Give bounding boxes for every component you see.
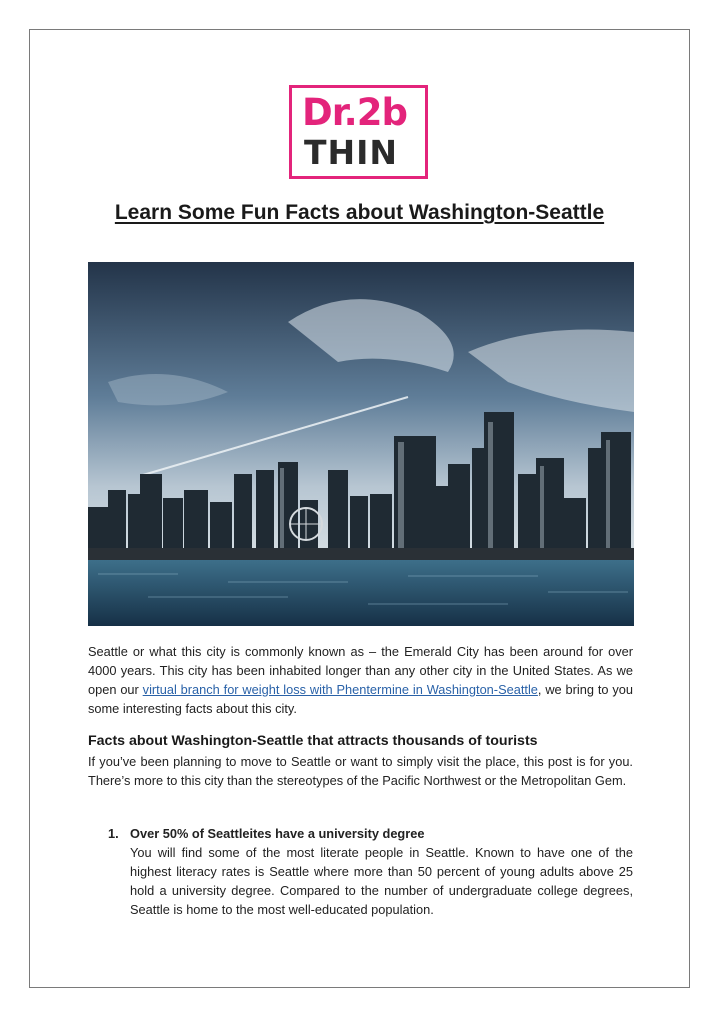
intro-text-start: Seattle or what this city is commonly known as – the Emerald City has been around for over 4000 years. This city has been inhabited longer than any other city in the United States. As we open our	[88, 644, 633, 697]
logo-text-bottom: THIN	[304, 133, 399, 172]
hero-image-seattle-skyline	[88, 262, 634, 626]
intro-text-end: , we bring to you some interesting facts about this city.	[88, 682, 633, 716]
brand-logo[interactable]	[289, 85, 428, 179]
section-paragraph: If you’ve been planning to move to Seattle or want to simply visit the place, this post is for you. There’s more to this city than the stereotypes of the Pacific Northwest or the Metropolitan Gem.	[88, 754, 633, 788]
intro-paragraph	[88, 642, 633, 718]
list-item-body: You will find some of the most literate people in Seattle. Known to have one of the highest literacy rates is Seattle where more than 50 percent of young adults above 25 hold a university degree. Compared to the number of undergraduate college degrees, Seattle is home to the most well-educated population.	[130, 845, 633, 917]
list-item-heading: Over 50% of Seattleites have a university degree	[130, 826, 425, 841]
section-heading: Facts about Washington-Seattle that attracts thousands of tourists	[88, 733, 538, 749]
article-title: Learn Some Fun Facts about Washington-Seattle	[114, 201, 605, 224]
logo-text-top: Dr.2b	[302, 91, 407, 134]
virtual-branch-link[interactable]: virtual branch for weight loss with Phentermine in Washington-Seattle	[142, 682, 538, 697]
list-item-number: 1.	[108, 826, 119, 841]
